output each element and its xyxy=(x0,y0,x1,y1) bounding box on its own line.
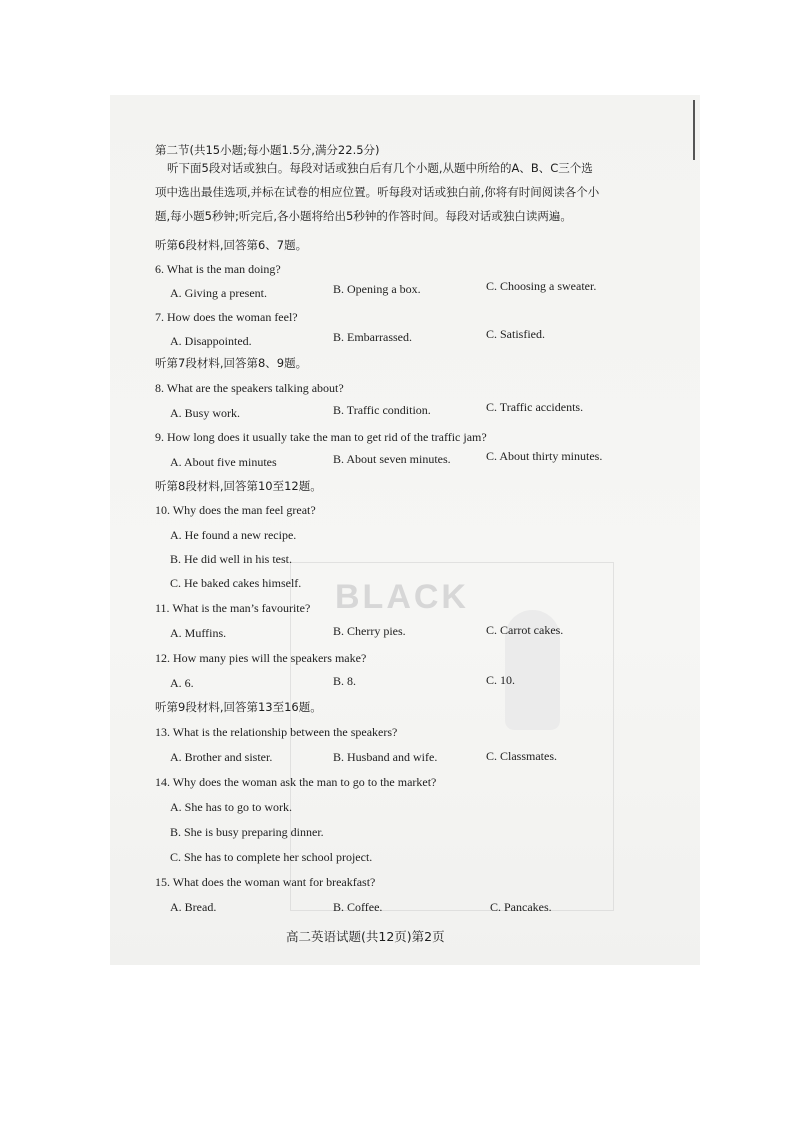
option-c: C. Carrot cakes. xyxy=(486,623,564,637)
option-b: B. She is busy preparing dinner. xyxy=(170,825,324,839)
option-a: A. Giving a present. xyxy=(170,286,267,300)
option-b: B. 8. xyxy=(333,674,357,688)
passage-label: 听第7段材料,回答第8、9题。 xyxy=(155,356,308,370)
section-header: 第二节(共15小题;每小题1.5分,满分22.5分) xyxy=(155,143,380,157)
option-c: C. Satisfied. xyxy=(486,327,545,341)
passage-label: 听第6段材料,回答第6、7题。 xyxy=(155,238,308,252)
question-stem: 7. How does the woman feel? xyxy=(155,310,298,324)
passage-label: 听第8段材料,回答第10至12题。 xyxy=(155,479,322,493)
option-a: A. Brother and sister. xyxy=(170,750,273,764)
question-stem: 9. How long does it usually take the man to get rid of the traffic jam? xyxy=(155,430,487,444)
option-c: C. 10. xyxy=(486,673,516,687)
option-c: C. He baked cakes himself. xyxy=(170,576,302,590)
question-stem: 14. Why does the woman ask the man to go to the market? xyxy=(155,775,437,789)
instruction-line: 听下面5段对话或独白。每段对话或独白后有几个小题,从题中所给的A、B、C三个选 xyxy=(167,161,593,175)
option-b: B. Traffic condition. xyxy=(333,403,431,417)
option-c: C. Pancakes. xyxy=(490,900,552,914)
page-footer: 高二英语试题(共12页)第2页 xyxy=(286,929,445,944)
question-stem: 12. How many pies will the speakers make? xyxy=(155,651,367,665)
option-c: C. Classmates. xyxy=(486,749,557,763)
option-b: B. Opening a box. xyxy=(333,282,421,296)
option-c: C. About thirty minutes. xyxy=(486,449,603,463)
bleed-through-title: BLACK xyxy=(335,578,469,616)
option-c: C. Traffic accidents. xyxy=(486,400,584,414)
option-a: A. 6. xyxy=(170,676,194,690)
option-a: A. Busy work. xyxy=(170,406,241,420)
option-a: A. He found a new recipe. xyxy=(170,528,297,542)
scan-edge-mark xyxy=(693,100,695,160)
question-stem: 8. What are the speakers talking about? xyxy=(155,381,344,395)
option-c: C. Choosing a sweater. xyxy=(486,279,597,293)
option-a: A. About five minutes xyxy=(170,455,277,469)
instruction-line: 题,每小题5秒钟;听完后,各小题将给出5秒钟的作答时间。每段对话或独白读两遍。 xyxy=(155,209,572,223)
option-a: A. She has to go to work. xyxy=(170,800,292,814)
option-a: A. Bread. xyxy=(170,900,217,914)
question-stem: 15. What does the woman want for breakfast? xyxy=(155,875,376,889)
option-b: B. Coffee. xyxy=(333,900,383,914)
question-stem: 13. What is the relationship between the speakers? xyxy=(155,725,398,739)
instruction-line: 项中选出最佳选项,并标在试卷的相应位置。听每段对话或独白前,你将有时间阅读各个小 xyxy=(155,185,600,199)
option-a: A. Muffins. xyxy=(170,626,227,640)
question-stem: 11. What is the man’s favourite? xyxy=(155,601,311,615)
passage-label: 听第9段材料,回答第13至16题。 xyxy=(155,700,322,714)
option-b: B. Husband and wife. xyxy=(333,750,438,764)
question-stem: 6. What is the man doing? xyxy=(155,262,281,276)
option-a: A. Disappointed. xyxy=(170,334,252,348)
option-b: B. About seven minutes. xyxy=(333,452,451,466)
option-b: B. He did well in his test. xyxy=(170,552,292,566)
option-c: C. She has to complete her school project. xyxy=(170,850,373,864)
option-b: B. Cherry pies. xyxy=(333,624,406,638)
question-stem: 10. Why does the man feel great? xyxy=(155,503,316,517)
option-b: B. Embarrassed. xyxy=(333,330,412,344)
